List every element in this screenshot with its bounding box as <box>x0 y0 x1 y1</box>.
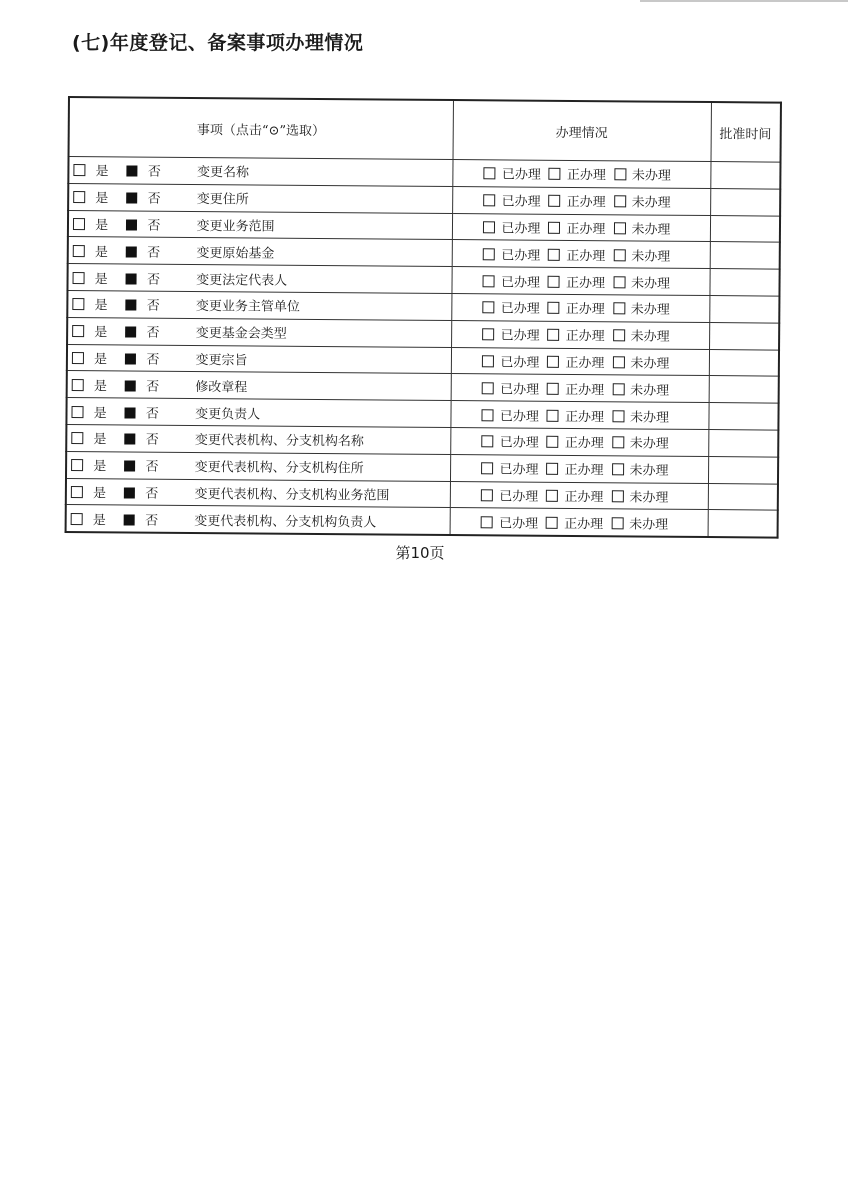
item-cell <box>68 157 452 187</box>
no-label: 否 <box>145 459 159 475</box>
no-label: 否 <box>146 379 160 395</box>
status-done-checkbox[interactable] <box>484 194 496 206</box>
item-name: 变更负责人 <box>195 406 261 423</box>
no-checkbox-checked[interactable] <box>124 487 135 498</box>
status-done-label: 已办理 <box>500 301 540 318</box>
yes-checkbox[interactable] <box>72 298 84 310</box>
status-cell <box>450 401 708 430</box>
section-heading: (七)年度登记、备案事项办理情况 <box>72 32 364 54</box>
table-header-row <box>69 97 781 162</box>
yes-checkbox[interactable] <box>72 325 84 337</box>
no-checkbox-checked[interactable] <box>125 327 136 338</box>
status-done-checkbox[interactable] <box>482 409 494 421</box>
status-in-progress-label: 正办理 <box>566 248 606 265</box>
yes-label: 是 <box>93 378 107 395</box>
status-in-progress-checkbox[interactable] <box>547 409 559 421</box>
status-done-label: 已办理 <box>501 194 541 210</box>
approval-time-cell[interactable] <box>710 242 780 269</box>
registration-table-container <box>64 96 779 550</box>
status-in-progress-label: 正办理 <box>564 516 604 532</box>
status-cell <box>451 294 709 323</box>
item-name: 变更代表机构、分支机构业务范围 <box>194 486 390 504</box>
status-not-done-label: 未办理 <box>630 276 671 292</box>
status-not-done-checkbox[interactable] <box>613 276 625 288</box>
yes-label: 是 <box>94 352 108 368</box>
status-not-done-label: 未办理 <box>631 195 671 211</box>
approval-time-cell[interactable] <box>708 510 778 538</box>
no-checkbox-checked[interactable] <box>125 407 136 418</box>
status-in-progress-label: 正办理 <box>564 463 604 479</box>
no-label: 否 <box>147 165 161 181</box>
status-in-progress-checkbox[interactable] <box>548 302 560 314</box>
yes-label: 是 <box>93 405 107 421</box>
status-not-done-label: 未办理 <box>629 490 669 506</box>
status-in-progress-label: 正办理 <box>566 221 606 238</box>
status-not-done-checkbox[interactable] <box>612 463 624 475</box>
approval-time-cell[interactable] <box>708 430 778 457</box>
yes-checkbox[interactable] <box>71 486 83 498</box>
item-cell <box>67 344 451 374</box>
approval-time-cell[interactable] <box>709 349 779 376</box>
status-in-progress-label: 正办理 <box>566 168 606 184</box>
no-label: 否 <box>147 191 161 207</box>
status-done-label: 已办理 <box>500 328 540 344</box>
item-cell <box>66 398 450 428</box>
item-name: 变更业务主管单位 <box>195 299 301 316</box>
status-cell <box>451 347 709 376</box>
yes-label: 是 <box>94 271 108 287</box>
yes-checkbox[interactable] <box>72 379 84 391</box>
status-in-progress-checkbox[interactable] <box>548 275 560 287</box>
status-in-progress-checkbox[interactable] <box>547 463 559 475</box>
status-done-checkbox[interactable] <box>482 436 494 448</box>
status-not-done-label: 未办理 <box>629 517 669 533</box>
no-label: 否 <box>146 352 160 368</box>
status-not-done-checkbox[interactable] <box>612 410 624 422</box>
no-checkbox-checked[interactable] <box>125 353 136 364</box>
status-done-checkbox[interactable] <box>483 302 495 314</box>
item-name: 修改章程 <box>195 379 248 396</box>
status-cell <box>451 320 709 349</box>
approval-time-cell[interactable] <box>708 403 778 430</box>
status-not-done-checkbox[interactable] <box>612 356 624 368</box>
status-in-progress-label: 正办理 <box>565 302 605 318</box>
status-in-progress-checkbox[interactable] <box>548 249 560 261</box>
item-name: 变更代表机构、分支机构名称 <box>194 433 364 450</box>
yes-checkbox[interactable] <box>73 272 85 284</box>
item-cell <box>66 424 450 454</box>
table-row <box>66 505 778 538</box>
status-done-label: 已办理 <box>499 408 540 425</box>
item-cell <box>67 317 451 347</box>
no-checkbox-checked[interactable] <box>125 380 136 391</box>
status-cell <box>452 213 710 242</box>
status-in-progress-label: 正办理 <box>565 329 605 345</box>
yes-label: 是 <box>94 244 108 261</box>
status-not-done-label: 未办理 <box>630 356 670 372</box>
status-not-done-label: 未办理 <box>631 168 671 185</box>
status-done-checkbox[interactable] <box>482 382 494 394</box>
item-cell <box>66 451 450 481</box>
status-not-done-checkbox[interactable] <box>611 517 623 529</box>
status-not-done-checkbox[interactable] <box>612 437 624 449</box>
status-not-done-label: 未办理 <box>629 463 669 479</box>
yes-label: 是 <box>93 432 107 448</box>
no-label: 否 <box>147 245 161 261</box>
no-label: 否 <box>147 218 161 234</box>
yes-checkbox[interactable] <box>73 191 85 203</box>
approval-time-cell[interactable] <box>708 483 778 510</box>
yes-checkbox[interactable] <box>72 352 84 364</box>
status-in-progress-label: 正办理 <box>566 195 606 211</box>
item-name: 变更代表机构、分支机构负责人 <box>194 513 377 531</box>
item-name: 变更住所 <box>196 192 249 208</box>
yes-label: 是 <box>94 298 108 314</box>
item-name: 变更法定代表人 <box>196 272 288 289</box>
approval-time-cell[interactable] <box>709 296 779 323</box>
header-item: 事项（点击“⊙”选取） <box>69 97 453 160</box>
approval-time-cell[interactable] <box>709 322 779 349</box>
yes-label: 是 <box>95 191 109 207</box>
status-done-checkbox[interactable] <box>481 516 493 528</box>
status-cell <box>450 481 708 510</box>
status-done-label: 已办理 <box>499 462 539 478</box>
item-name: 变更宗旨 <box>195 352 248 369</box>
yes-label: 是 <box>93 459 107 475</box>
item-name: 变更代表机构、分支机构住所 <box>194 460 364 477</box>
status-not-done-checkbox[interactable] <box>614 169 626 181</box>
no-checkbox-checked[interactable] <box>127 166 138 177</box>
status-not-done-checkbox[interactable] <box>613 222 625 234</box>
item-name: 变更业务范围 <box>196 218 275 235</box>
item-cell <box>66 478 450 508</box>
status-cell <box>452 186 710 215</box>
no-checkbox-checked[interactable] <box>126 193 137 204</box>
status-in-progress-checkbox[interactable] <box>547 356 559 368</box>
status-in-progress-checkbox[interactable] <box>548 222 560 234</box>
status-not-done-label: 未办理 <box>630 383 670 399</box>
status-not-done-label: 未办理 <box>630 329 670 345</box>
no-label: 否 <box>145 486 159 502</box>
status-in-progress-checkbox[interactable] <box>547 436 559 448</box>
status-done-label: 已办理 <box>499 435 539 452</box>
status-in-progress-label: 正办理 <box>565 355 605 372</box>
status-done-label: 已办理 <box>501 167 541 184</box>
no-checkbox-checked[interactable] <box>124 461 135 472</box>
item-cell <box>68 183 452 213</box>
status-done-label: 已办理 <box>500 274 541 291</box>
approval-time-cell[interactable] <box>709 376 779 403</box>
status-in-progress-label: 正办理 <box>564 409 605 425</box>
status-cell <box>450 454 708 483</box>
yes-checkbox[interactable] <box>71 432 83 444</box>
status-not-done-label: 未办理 <box>629 409 670 426</box>
approval-time-cell[interactable] <box>710 215 780 242</box>
item-cell <box>66 505 450 535</box>
yes-checkbox[interactable] <box>73 218 85 230</box>
status-done-checkbox[interactable] <box>482 355 494 367</box>
no-checkbox-checked[interactable] <box>126 300 137 311</box>
approval-time-cell[interactable] <box>710 162 780 189</box>
approval-time-cell[interactable] <box>710 188 780 215</box>
yes-checkbox[interactable] <box>71 406 83 418</box>
no-label: 否 <box>145 406 160 422</box>
yes-checkbox[interactable] <box>71 513 83 525</box>
status-in-progress-label: 正办理 <box>565 382 605 398</box>
no-checkbox-checked[interactable] <box>126 246 137 257</box>
status-in-progress-label: 正办理 <box>565 275 606 291</box>
yes-checkbox[interactable] <box>73 164 85 176</box>
status-in-progress-checkbox[interactable] <box>548 329 560 341</box>
item-name: 变更基金会类型 <box>195 326 287 342</box>
status-not-done-checkbox[interactable] <box>613 303 625 315</box>
status-done-label: 已办理 <box>501 221 541 237</box>
status-done-label: 已办理 <box>499 489 539 505</box>
status-done-checkbox[interactable] <box>484 168 496 180</box>
status-not-done-checkbox[interactable] <box>613 329 625 341</box>
header-status: 办理情况 <box>453 100 711 162</box>
status-cell <box>452 240 710 269</box>
header-approval-time: 批准时间 <box>711 102 781 162</box>
status-done-checkbox[interactable] <box>483 275 495 287</box>
status-cell <box>451 267 709 296</box>
status-in-progress-label: 正办理 <box>564 436 604 452</box>
status-cell <box>450 508 708 537</box>
scan-edge-line <box>640 0 848 2</box>
status-not-done-checkbox[interactable] <box>611 490 623 502</box>
no-label: 否 <box>146 272 161 288</box>
no-label: 否 <box>145 432 159 449</box>
no-label: 否 <box>146 299 160 315</box>
status-done-checkbox[interactable] <box>483 221 495 233</box>
status-in-progress-checkbox[interactable] <box>549 168 561 180</box>
no-checkbox-checked[interactable] <box>125 434 136 445</box>
status-done-checkbox[interactable] <box>481 489 493 501</box>
item-cell <box>68 237 452 267</box>
status-in-progress-checkbox[interactable] <box>546 490 558 502</box>
item-cell <box>67 264 451 294</box>
status-done-label: 已办理 <box>500 355 540 371</box>
yes-checkbox[interactable] <box>71 459 83 471</box>
yes-label: 是 <box>95 164 109 180</box>
status-not-done-label: 未办理 <box>629 436 669 453</box>
status-not-done-label: 未办理 <box>630 302 670 319</box>
item-cell <box>67 290 451 320</box>
status-done-checkbox[interactable] <box>483 328 495 340</box>
yes-label: 是 <box>95 218 109 234</box>
no-checkbox-checked[interactable] <box>124 514 135 525</box>
no-label: 否 <box>145 513 159 529</box>
status-in-progress-checkbox[interactable] <box>547 383 559 395</box>
yes-checkbox[interactable] <box>73 245 85 257</box>
item-cell <box>68 210 452 240</box>
status-done-label: 已办理 <box>499 516 539 532</box>
status-not-done-checkbox[interactable] <box>613 249 625 261</box>
status-in-progress-label: 正办理 <box>564 489 604 506</box>
no-label: 否 <box>146 325 160 341</box>
status-done-label: 已办理 <box>500 382 540 398</box>
status-cell <box>450 427 708 456</box>
status-in-progress-checkbox[interactable] <box>549 195 561 207</box>
status-not-done-checkbox[interactable] <box>614 195 626 207</box>
status-not-done-checkbox[interactable] <box>612 383 624 395</box>
approval-time-cell[interactable] <box>708 456 778 483</box>
item-name: 变更名称 <box>196 165 250 181</box>
status-in-progress-checkbox[interactable] <box>546 517 558 529</box>
registration-table <box>65 96 782 539</box>
item-cell <box>67 371 451 401</box>
no-checkbox-checked[interactable] <box>126 273 137 284</box>
status-not-done-label: 未办理 <box>631 249 671 265</box>
yes-label: 是 <box>92 512 106 529</box>
status-done-checkbox[interactable] <box>482 462 494 474</box>
yes-label: 是 <box>94 325 108 341</box>
status-cell <box>451 374 709 403</box>
status-done-checkbox[interactable] <box>483 248 495 260</box>
item-name: 变更原始基金 <box>196 245 275 262</box>
yes-label: 是 <box>92 486 107 502</box>
status-done-label: 已办理 <box>501 248 541 264</box>
page-number: 第10页 <box>395 544 445 562</box>
approval-time-cell[interactable] <box>709 269 779 296</box>
status-cell <box>452 160 710 189</box>
status-not-done-label: 未办理 <box>631 222 671 238</box>
no-checkbox-checked[interactable] <box>126 219 137 230</box>
